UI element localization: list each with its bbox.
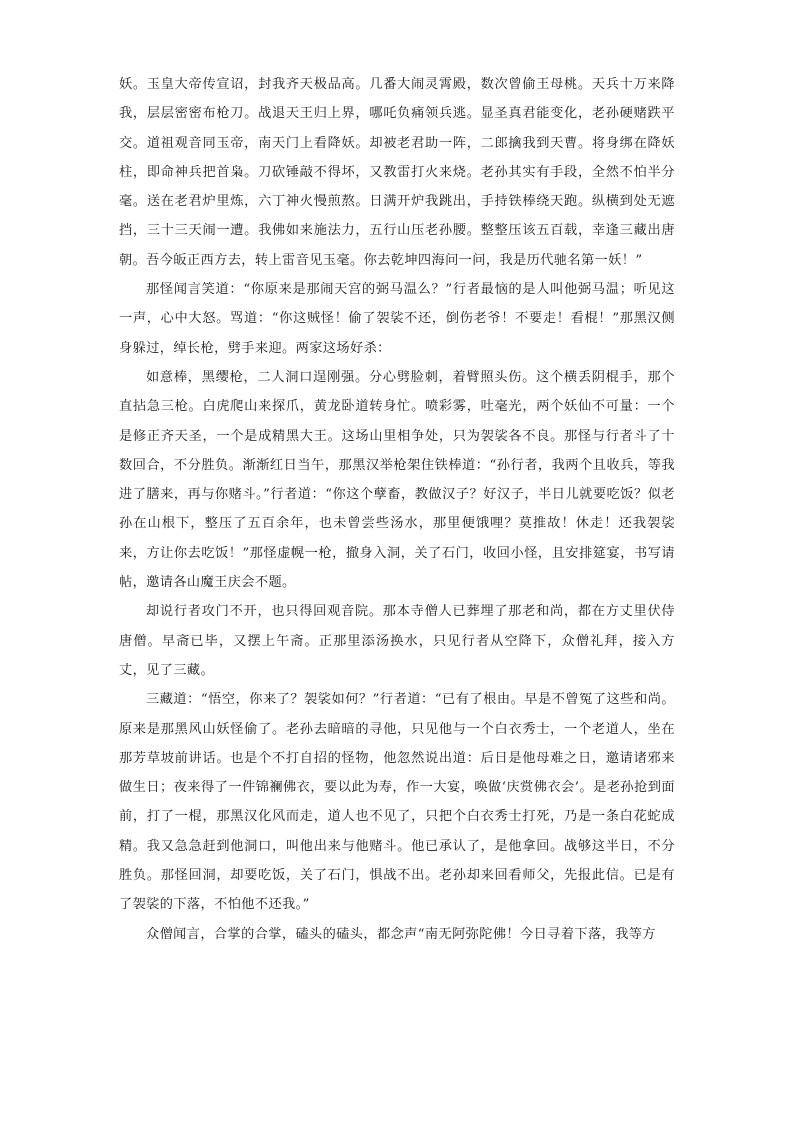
paragraph-3: 如意棒，黑缨枪，二人洞口逞刚强。分心劈脸刺，着臂照头伤。这个横丢阴棍手，那个直拈急三枪。白虎爬山来探爪，黄龙卧道转身忙。喷彩雾，吐毫光，两个妖仙不可量：一个是修正齐天圣，一个是成精黑大王。这场山里相争处，只为袈裟各不良。那怪与行者斗了十数回合，不分胜负。渐渐红日当午，那黑汉举枪架住铁棒道：“孙行者，我两个且收兵，等我进了膳来，再与你赌斗。”行者道：“你这个孽畜，教做汉子？好汉子，半日儿就要吃饭？似老孙在山根下，整压了五百余年，也未曾尝些汤水，那里便饿哩？莫推故！休走！还我袈裟来，方让你去吃饭！”那怪虚幌一枪，撤身入洞，关了石门，收回小怪，且安排筵宴，书写请帖，邀请各山魔王庆会不题。 bbox=[119, 369, 675, 591]
paragraph-2: 那怪闻言笑道：“你原来是那闹天宫的弼马温么？”行者最恼的是人叫他弼马温；听见这一声，心中大怒。骂道：“你这贼怪！偷了袈裟不还，倒伤老爷！不要走！看棍！”那黑汉侧身躲过，绰长枪，劈手来迎。两家这场好杀： bbox=[119, 282, 675, 356]
document-body bbox=[119, 70, 675, 949]
paragraph-6: 众僧闻言，合掌的合掌，磕头的磕头，都念声“南无阿弥陀佛！今日寻着下落，我等方 bbox=[146, 926, 656, 942]
paragraph-5: 三藏道：“悟空，你来了？袈裟如何？”行者道：“已有了根由。早是不曾冤了这些和尚。原来是那黑风山妖怪偷了。老孙去暗暗的寻他，只见他与一个白衣秀士，一个老道人，坐在那芳草坡前讲话。也是个不打自招的怪物，他忽然说出道：后日是他母难之日，邀请诸邪来做生日；夜来得了一件锦襕佛衣，要以此为寿，作一大宴，唤做‘庆赏佛衣会’。是老孙抢到面前，打了一棍，那黑汉化风而走，道人也不见了，只把个白衣秀士打死，乃是一条白花蛇成精。我又急急赶到他洞口，叫他出来与他赌斗。他已承认了，是他拿回。战够这半日，不分胜负。那怪回洞，却要吃饭，关了石门，惧战不出。老孙却来回看师父，先报此信。已是有了袈裟的下落，不怕他不还我。” bbox=[119, 692, 675, 913]
paragraph-1: 妖。玉皇大帝传宣诏，封我齐天极品高。几番大闹灵霄殿，数次曾偷王母桃。天兵十万来降我，层层密密布枪刀。战退天王归上界，哪吒负痛领兵逃。显圣真君能变化，老孙硬赌跌平交。道祖观音同玉帝，南天门上看降妖。却被老君助一阵，二郎擒我到天曹。将身绑在降妖柱，即命神兵把首枭。刀砍锤敲不得坏，又教雷打火来烧。老孙其实有手段，全然不怕半分毫。送在老君炉里炼，六丁神火慢煎熬。日满开炉我跳出，手持铁棒绕天跑。纵横到处无遮挡，三十三天闹一遭。我佛如来施法力，五行山压老孙腰。整整压该五百载，幸逢三藏出唐朝。吾今皈正西方去，转上雷音见玉毫。你去乾坤四海问一问，我是历代驰名第一妖！” bbox=[119, 77, 675, 268]
paragraph-4: 却说行者攻门不开，也只得回观音院。那本寺僧人已葬埋了那老和尚，都在方丈里伏侍唐僧。早斋已毕，又摆上午斋。正那里添汤换水，只见行者从空降下，众僧礼拜，接入方丈，见了三藏。 bbox=[119, 604, 675, 678]
